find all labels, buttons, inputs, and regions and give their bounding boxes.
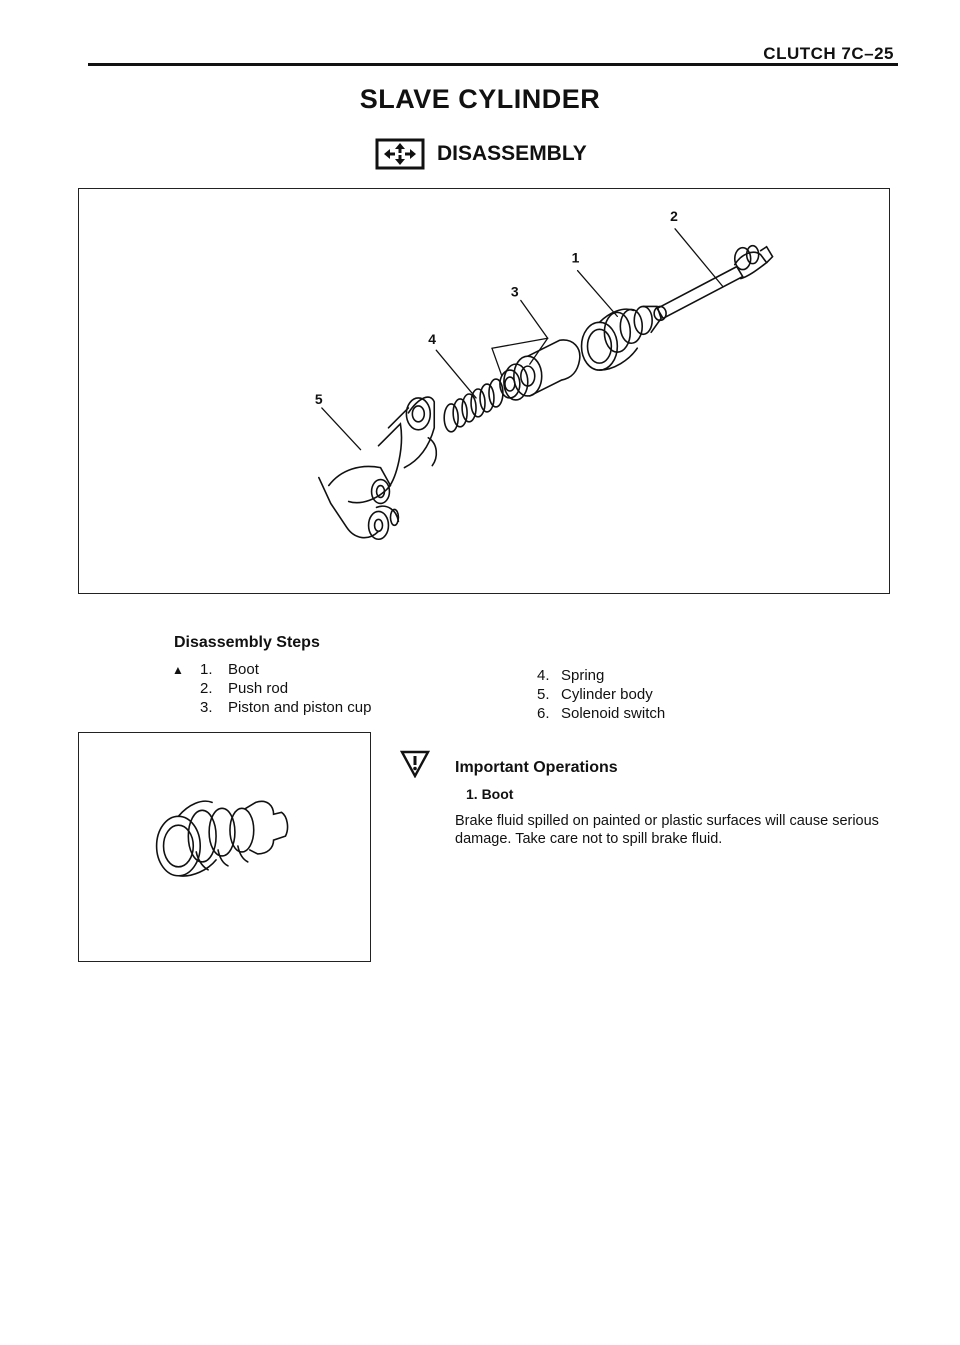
operations-title: Important Operations — [455, 759, 618, 776]
steps-list-left — [174, 660, 371, 717]
step-label: Push rod — [228, 680, 289, 697]
leader-lines — [322, 229, 723, 450]
step-label: Boot — [228, 661, 259, 678]
callout-5: 5 — [314, 390, 323, 407]
callout-4: 4 — [428, 331, 437, 348]
step-label: Solenoid switch — [561, 705, 666, 722]
section-heading — [375, 138, 587, 170]
steps-list-right — [537, 666, 665, 723]
step-item — [174, 660, 371, 679]
step-label: Spring — [561, 667, 605, 684]
page-header: CLUTCH 7C–25 — [763, 44, 894, 63]
step-item — [537, 666, 665, 685]
step-label: Piston and piston cup — [228, 699, 372, 716]
step-label: Cylinder body — [561, 686, 653, 703]
boot-part — [582, 306, 662, 370]
step-item — [537, 685, 665, 704]
callout-1: 1 — [571, 249, 580, 266]
step-item — [537, 704, 665, 723]
boot-diagram — [79, 733, 370, 961]
spring-part — [444, 379, 503, 432]
step-number: 4. — [537, 667, 550, 684]
step-number: 1. — [200, 661, 213, 678]
exploded-view-figure — [78, 188, 890, 594]
important-operation-icon — [400, 750, 430, 778]
step-number: 2. — [200, 680, 213, 697]
step-number: 5. — [537, 686, 550, 703]
disassembly-icon — [375, 138, 425, 170]
boot-figure — [78, 732, 371, 962]
steps-title: Disassembly Steps — [174, 634, 320, 651]
step-number: 3. — [200, 699, 213, 716]
slave-cylinder-exploded-diagram — [79, 189, 889, 593]
header-rule — [88, 63, 898, 66]
triangle-marker-icon: ▲ — [172, 663, 184, 677]
page-title: SLAVE CYLINDER — [359, 84, 601, 114]
section-title: DISASSEMBLY — [437, 142, 587, 165]
callout-2: 2 — [670, 207, 678, 224]
cylinder-body-part — [319, 397, 437, 539]
step-number: 6. — [537, 705, 550, 722]
step-item — [174, 679, 371, 698]
push-rod-part — [654, 246, 772, 321]
operations-text: Brake fluid spilled on painted or plastic surfaces will cause serious damage. Take care not to spill brake fluid. — [455, 813, 879, 847]
callout-3: 3 — [510, 283, 519, 300]
step-item — [174, 698, 371, 717]
operations-subtitle: 1. Boot — [466, 786, 514, 802]
